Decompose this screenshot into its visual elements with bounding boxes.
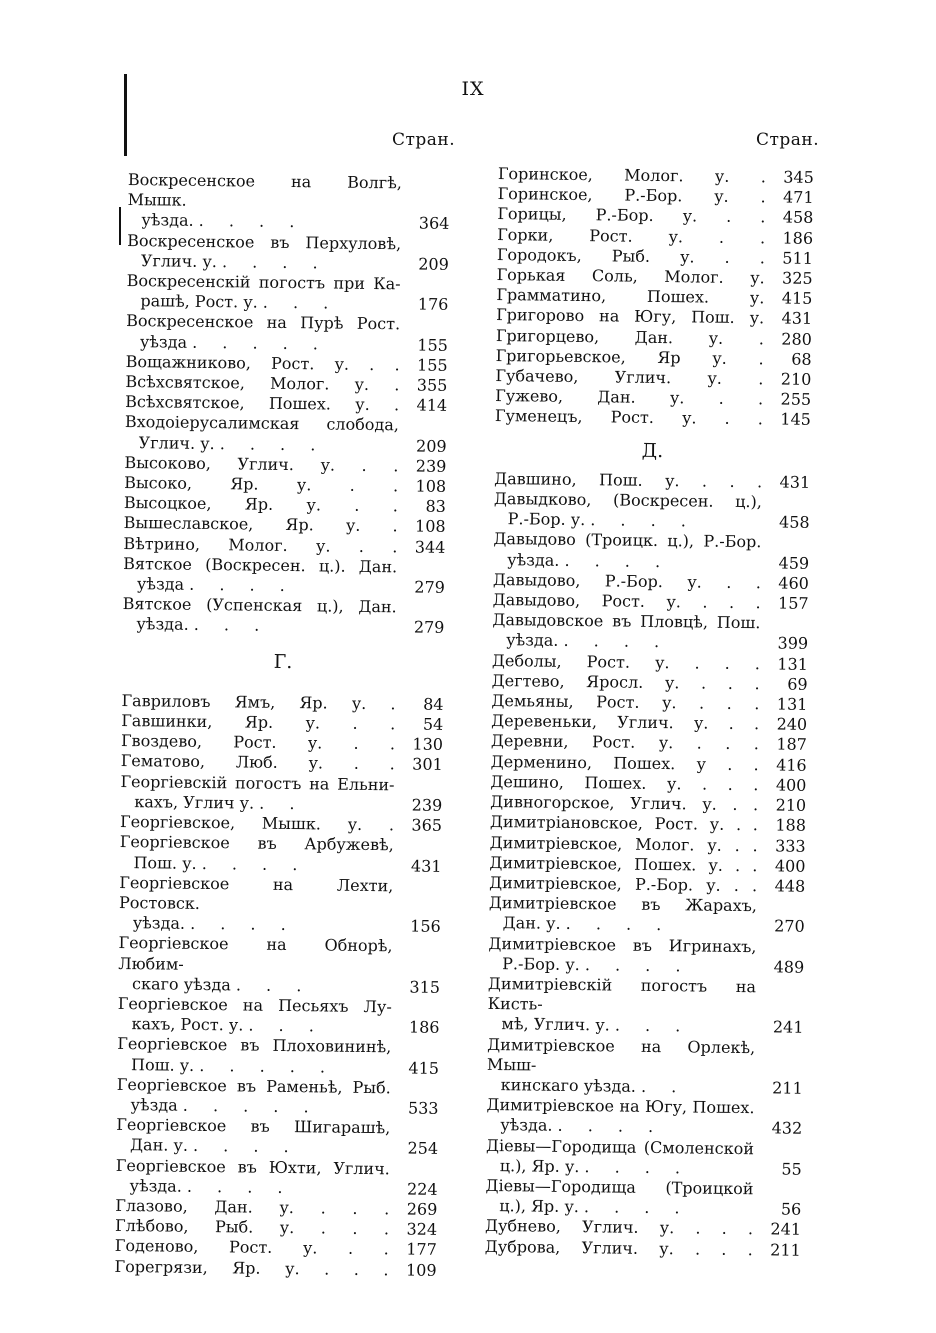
dot-leader: . .: [640, 1076, 687, 1097]
entry-text: [128, 170, 402, 214]
dot-leader: . .: [724, 409, 764, 429]
index-entry: [128, 170, 450, 214]
place-name: Давыдово (Троицк. ц.), Р.-Бор.: [493, 529, 762, 552]
dot-leader: . .: [353, 754, 395, 774]
place-name: Давшино, Пош. у.: [494, 468, 680, 491]
dot-leader: .: [388, 815, 395, 835]
page-reference: 400: [774, 856, 806, 876]
page-reference: 108: [415, 476, 447, 496]
place-name: уѣзда.: [506, 630, 559, 651]
place-name: уѣзда: [130, 1095, 178, 1115]
place-name: Дерменино, Пошех. у: [490, 751, 707, 774]
place-name: скаго уѣзда: [131, 973, 231, 995]
dot-leader: .: [758, 328, 765, 348]
dot-leader: . . .: [702, 592, 761, 613]
page-reference: 187: [776, 734, 808, 755]
dot-leader: . .: [259, 793, 305, 814]
place-name: мѣ, Углич. у.: [501, 1014, 610, 1035]
place-name: Димитріевское на Орлекѣ, Мыш-: [486, 1034, 756, 1075]
place-name: Гуменецъ, Рост. у.: [494, 406, 697, 428]
place-name: Высоко, Яр. у.: [124, 473, 312, 495]
dot-leader: . .: [718, 227, 766, 247]
place-name: кахъ, Углич у.: [134, 792, 255, 813]
place-name: Гужево, Дан. у.: [495, 386, 685, 408]
place-name: Давыдово, Рост. у.: [492, 590, 682, 612]
place-name: уѣзда.: [129, 1175, 182, 1196]
right-page-column-header: Стран.: [756, 130, 820, 150]
dot-leader: . . . .: [584, 954, 691, 976]
page-reference: 325: [781, 268, 813, 288]
place-name: Георгіевское на Обнорѣ, Любим-: [118, 933, 393, 974]
place-name: Городокъ, Рыб. у.: [496, 244, 695, 267]
page-reference: 324: [406, 1219, 438, 1240]
dot-leader: . . . .: [557, 1116, 664, 1137]
place-name: Давыдовское въ Пловцѣ, Пош.: [492, 610, 761, 633]
place-name: Горегрязи, Яр. у.: [114, 1256, 300, 1278]
place-name: уѣзда.: [132, 913, 186, 933]
place-name: Всѣхсвятское, Молог. у.: [125, 372, 370, 394]
page-reference: 364: [418, 213, 450, 234]
dot-leader: .: [760, 167, 766, 187]
place-name: Діевы—Городища (Смоленской: [485, 1135, 755, 1158]
entry-text: [488, 974, 756, 1018]
place-name: Пош. у.: [133, 852, 197, 873]
page-reference: 280: [781, 329, 813, 349]
page-reference: 54: [422, 714, 444, 734]
place-name: Георгіевское на Песьяхъ Лу-: [117, 993, 392, 1017]
place-name: Дивногорское, Углич. у.: [490, 792, 717, 814]
page-reference: 279: [413, 617, 445, 638]
place-name: Глазово, Дан. у.: [115, 1195, 295, 1218]
place-name: Димитріевское въ Жарахъ,: [488, 893, 758, 916]
place-name: Горинское, Р.-Бор. у.: [497, 184, 729, 207]
place-name: Димитріевскій погостъ на Кисть-: [487, 973, 757, 1014]
place-name: кахъ, Рост. у.: [131, 1014, 244, 1035]
place-name: Высоково, Углич. у.: [124, 452, 336, 475]
entry-text: [114, 1256, 388, 1280]
entry-text: [485, 1236, 753, 1259]
page-reference: 415: [781, 288, 813, 309]
dot-leader: . .: [726, 572, 762, 593]
dot-leader: . . .: [262, 292, 339, 313]
page-reference: 156: [410, 916, 441, 936]
place-name: уѣзда.: [507, 549, 560, 570]
page-reference: 157: [777, 593, 809, 613]
dot-leader: . .: [358, 536, 398, 556]
page-reference: 399: [777, 633, 809, 654]
place-name: Годеново, Рост. у.: [114, 1236, 318, 1258]
place-name: ц.), Яр. у.: [499, 1196, 580, 1217]
place-name: Воскресенскій погостъ при Ка-: [126, 271, 401, 294]
place-name: Пош. у.: [130, 1054, 195, 1075]
page-reference: 414: [416, 395, 448, 416]
dot-leader: . .: [734, 855, 758, 875]
dot-leader: . .: [732, 795, 759, 815]
page-reference: 458: [782, 207, 814, 228]
page-reference: 69: [787, 674, 808, 694]
section-letter: Г.: [273, 650, 293, 673]
page-reference: 211: [770, 1239, 801, 1260]
place-name: Горькая Соль, Молог. у.: [496, 265, 765, 288]
page-reference: 108: [415, 516, 446, 537]
page-reference: 431: [410, 856, 442, 876]
page-reference: 145: [780, 409, 812, 430]
page-reference: 432: [771, 1118, 803, 1139]
left-page-column-header: Стран.: [392, 130, 456, 150]
page-reference: 155: [416, 355, 448, 375]
place-name: Георгіевское въ Арбужевѣ,: [119, 832, 394, 855]
place-name: Гавшинки, Яр. у.: [121, 711, 321, 733]
place-name: Дуброва, Углич. у.: [484, 1236, 674, 1258]
page-reference: 239: [415, 456, 447, 476]
dot-leader: . . .: [193, 615, 270, 636]
place-name: Гвоздево, Рост. у.: [120, 731, 323, 753]
place-name: Давыдково, (Воскресен. ц.),: [493, 489, 763, 512]
dot-leader: . . . .: [563, 631, 670, 652]
page-reference: 186: [408, 1017, 440, 1037]
page-reference: 68: [791, 349, 812, 369]
dot-leader: . . . . .: [192, 332, 329, 354]
dot-leader: . . . .: [565, 914, 672, 935]
dot-leader: . .: [361, 455, 399, 476]
place-name: кинскаго уѣзда.: [500, 1075, 637, 1096]
page-reference: 186: [782, 228, 814, 248]
dot-leader: . .: [352, 713, 396, 734]
place-name: уѣзда.: [141, 210, 194, 231]
page-reference: 270: [774, 916, 805, 937]
dot-leader: . .: [728, 714, 760, 734]
place-name: Углич. у.: [140, 250, 218, 271]
place-name: ц.), Яр. у.: [499, 1155, 580, 1176]
dot-leader: . .: [727, 754, 759, 774]
place-name: Вѣтрино, Молог. у.: [123, 533, 331, 556]
place-name: Дегтево, Яросл. у.: [491, 670, 680, 693]
entry-text: [487, 1034, 755, 1078]
place-name: Григорьевское, Яр у.: [495, 345, 727, 368]
place-name: Горинское, Молог. у.: [497, 164, 730, 186]
place-name: Воскресенское на Волгѣ, Мышк.: [127, 170, 402, 210]
dot-leader: . . . .: [201, 853, 308, 874]
dot-leader: . .: [735, 815, 759, 835]
place-name: Димитріевское въ Игринахъ,: [488, 933, 757, 956]
section-letter: Д.: [641, 439, 664, 462]
page-reference: 109: [405, 1260, 437, 1280]
dot-leader: . .: [724, 247, 765, 268]
dot-leader: . . . .: [590, 510, 697, 531]
page-reference: 533: [407, 1098, 439, 1118]
dot-leader: . .: [733, 875, 758, 896]
page-reference: 458: [778, 512, 810, 533]
page-reference: 345: [783, 167, 814, 187]
dot-leader: . . . .: [584, 1156, 691, 1178]
page-reference: 211: [772, 1078, 803, 1098]
place-name: Глѣбово, Рыб. у.: [114, 1216, 295, 1238]
dot-leader: . .: [369, 354, 400, 375]
dot-leader: . .: [353, 734, 396, 754]
place-name: Высоцкое, Яр. у.: [123, 493, 322, 515]
place-name: Георгіевское въ Юхти, Углич.: [115, 1155, 390, 1178]
dot-leader: .: [758, 369, 764, 389]
page-reference: 210: [775, 795, 807, 815]
place-name: Всѣхсвятское, Пошех. у.: [125, 392, 370, 415]
place-name: Георгіевское въ Раменьѣ, Рыб.: [116, 1074, 391, 1098]
place-name: Вятское (Воскресен. ц.). Дан.: [123, 553, 398, 577]
page-reference: 344: [414, 537, 446, 557]
dot-leader: . . .: [694, 1239, 753, 1259]
dot-leader: . . . .: [192, 1136, 299, 1157]
place-name: уѣзда: [139, 331, 188, 352]
entry-text: [122, 614, 396, 638]
page-reference: 176: [417, 294, 449, 315]
place-name: Входоіерусалимская слобода,: [124, 412, 400, 435]
dot-leader: . . .: [235, 975, 312, 996]
page-reference: 210: [780, 369, 812, 389]
place-name: Вышеславское, Яр. у.: [123, 513, 361, 536]
place-name: Григорово на Югу, Пош. у.: [496, 305, 765, 328]
page-reference: 459: [778, 553, 810, 573]
dot-leader: . .: [349, 475, 399, 496]
dot-leader: . .: [347, 1239, 389, 1259]
place-name: Р.-Бор. у.: [502, 953, 580, 974]
dot-leader: . . .: [694, 653, 761, 673]
place-name: уѣзда.: [136, 614, 189, 635]
page-reference: 400: [775, 775, 807, 795]
dot-leader: . . .: [696, 733, 760, 754]
place-name: уѣзда: [136, 574, 185, 594]
page-reference: 269: [406, 1199, 438, 1219]
page-reference: 489: [773, 957, 805, 977]
place-name: Деболы, Рост. у.: [491, 650, 670, 672]
place-name: уѣзда.: [500, 1115, 553, 1136]
place-name: Георгіевское, Мышк. у.: [119, 812, 363, 835]
dot-leader: . . .: [248, 1015, 325, 1036]
index-entry: [118, 933, 440, 977]
place-name: Георгіевскій погостъ на Ельни-: [120, 771, 395, 794]
dot-leader: . .: [726, 207, 766, 227]
page-reference: 56: [780, 1199, 802, 1219]
dot-leader: . . . .: [190, 913, 296, 935]
page-reference: 315: [409, 977, 441, 997]
dot-leader: .: [394, 375, 400, 395]
place-name: Вятское (Успенская ц.), Дан.: [122, 594, 397, 617]
dot-leader: . . . .: [189, 574, 295, 596]
dot-leader: . . .: [614, 1015, 691, 1036]
dot-leader: . .: [734, 835, 758, 855]
page-reference: 177: [406, 1239, 437, 1260]
page-reference: 301: [412, 755, 443, 775]
place-name: Гавриловъ Ямъ, Яр. у.: [121, 690, 367, 713]
dot-leader: . . . .: [186, 1176, 293, 1197]
dot-leader: . . .: [320, 1218, 390, 1239]
page-reference: 431: [781, 308, 813, 329]
dot-leader: . . .: [701, 774, 759, 795]
dot-leader: . . . .: [221, 251, 328, 273]
place-name: Діевы—Городища (Троицкой: [485, 1175, 754, 1199]
place-name: Горицы, Р.-Бор. у.: [497, 204, 698, 226]
dot-leader: . . .: [698, 693, 760, 714]
place-name: Деревеньки, Углич. у.: [491, 711, 709, 733]
page-number: IX: [461, 78, 485, 100]
page-reference: 255: [780, 389, 812, 410]
page-reference: 209: [415, 436, 447, 456]
dot-leader: . .: [354, 496, 399, 516]
entry-text: [119, 873, 393, 917]
dot-leader: . . . .: [219, 433, 326, 455]
place-name: Димитріевское на Югу, Пошех.: [486, 1095, 755, 1118]
place-name: Воскресенское въ Перхуловѣ,: [127, 230, 402, 253]
dot-leader: . . .: [320, 1198, 390, 1219]
page-reference: 209: [418, 254, 449, 274]
index-entry: [495, 406, 811, 430]
dot-leader: .: [392, 516, 398, 536]
index-entry: [485, 1236, 801, 1260]
dot-leader: . . .: [701, 471, 763, 492]
page-reference: 241: [770, 1219, 802, 1240]
page-reference: 155: [417, 335, 449, 355]
page-reference: 55: [781, 1159, 802, 1179]
page-reference: 333: [775, 835, 806, 856]
dot-leader: . . . . .: [182, 1095, 319, 1117]
place-name: Дешино, Пошех. у.: [490, 771, 682, 794]
dot-leader: .: [393, 395, 400, 415]
page-reference: 416: [776, 755, 807, 775]
place-name: рашѣ, Рост. у.: [140, 291, 258, 312]
left-index-column: [114, 170, 449, 1281]
dot-leader: . . . .: [583, 1197, 690, 1218]
entry-text: [495, 406, 763, 429]
dot-leader: . . .: [324, 1259, 389, 1279]
place-name: Демьяны, Рост. у.: [491, 691, 677, 713]
page-reference: 131: [777, 654, 809, 674]
place-name: Деревни, Рост. у.: [490, 731, 674, 753]
page-reference: 239: [411, 795, 443, 815]
index-entry-continuation: [122, 614, 444, 638]
page-reference: 84: [423, 694, 444, 714]
index-entry: [487, 1034, 803, 1078]
page-reference: 240: [776, 714, 808, 735]
page-reference: 365: [411, 815, 443, 835]
page-reference: 83: [425, 496, 447, 517]
page-reference: 241: [772, 1017, 804, 1038]
place-name: Георгіевское на Лехти, Ростовск.: [118, 872, 394, 913]
dot-leader: . . .: [695, 1218, 754, 1239]
place-name: Димитріевское, Пошех. у.: [489, 852, 724, 875]
page-reference: 415: [408, 1058, 440, 1078]
place-name: Димитріевское, Молог. у.: [489, 832, 722, 855]
page-reference: 254: [407, 1138, 439, 1159]
place-name: Димитріевское, Р.-Бор. у.: [489, 872, 721, 895]
page-reference: 460: [778, 573, 810, 593]
dot-leader: .: [758, 349, 764, 369]
index-entry: [119, 873, 441, 917]
page-reference: 448: [774, 876, 806, 896]
place-name: Губачево, Углич. у.: [495, 366, 723, 388]
place-name: Углич. у.: [138, 432, 215, 453]
dot-leader: .: [760, 187, 766, 207]
place-name: Р.-Бор. у.: [507, 509, 586, 530]
place-name: Григорцево, Дан. у.: [495, 325, 724, 348]
page-reference: 511: [782, 248, 813, 268]
place-name: Дубнево, Углич. у.: [484, 1216, 675, 1238]
margin-mark-top: [124, 74, 127, 156]
index-entry: [114, 1256, 436, 1280]
place-name: Дан. у.: [129, 1135, 189, 1156]
page-reference: 431: [779, 472, 811, 492]
place-name: Грамматино, Пошех. у.: [496, 285, 765, 308]
place-name: Георгіевское въ Плоховининѣ,: [117, 1034, 392, 1057]
place-name: Георгіевское въ Шигарашѣ,: [116, 1115, 391, 1138]
margin-mark-bottom: [119, 207, 121, 245]
page-reference: 188: [775, 815, 807, 836]
page-reference: 131: [776, 694, 808, 714]
place-name: Воскресенское на Пурѣ Рост.: [126, 311, 401, 334]
dot-leader: . .: [718, 388, 764, 409]
dot-leader: . . .: [700, 673, 760, 694]
right-index-column: [485, 164, 814, 1261]
index-entry: [488, 974, 804, 1018]
dot-leader: . . . . .: [199, 1055, 336, 1077]
place-name: Димитріановское, Рост. у.: [489, 812, 725, 835]
page-reference: 355: [416, 375, 448, 395]
dot-leader: .: [390, 694, 396, 714]
page-reference: 130: [412, 734, 444, 755]
dot-leader: . . . .: [198, 211, 305, 232]
page-reference: 224: [406, 1179, 438, 1199]
page-reference: 279: [414, 577, 446, 597]
place-name: Давыдово, Р.-Бор. у.: [492, 569, 702, 592]
place-name: Вощажниково, Рост. у.: [125, 351, 350, 374]
place-name: Горки, Рост. у.: [497, 224, 684, 246]
entry-text: [118, 933, 392, 977]
dot-leader: . . . .: [564, 550, 671, 571]
place-name: Гематово, Люб. у.: [120, 751, 324, 773]
page-reference: 471: [782, 187, 814, 208]
place-name: Дан. у.: [502, 913, 561, 934]
